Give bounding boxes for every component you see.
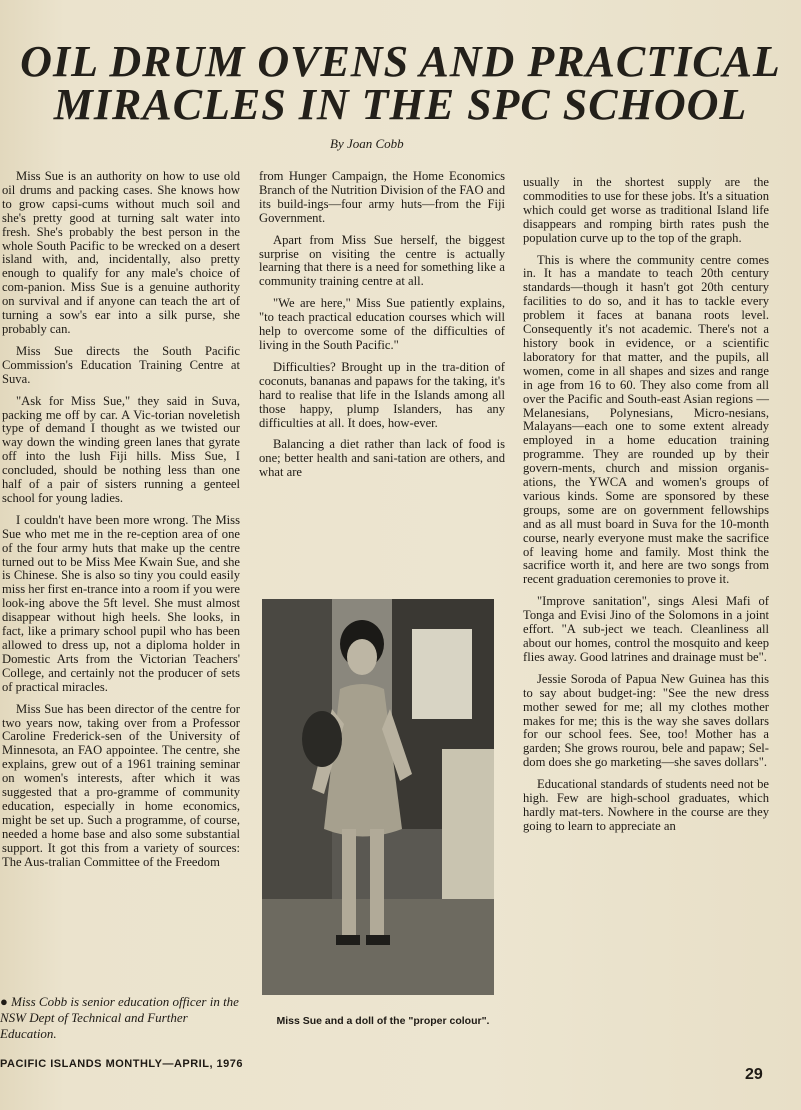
paragraph: Educational standards of students need not be high. Few are high-school graduates, which hardly mat-ters. Nowhere in the course are they going to learn to appreciate an — [523, 777, 769, 833]
photo-caption: Miss Sue and a doll of the "proper colour". — [276, 1015, 490, 1027]
paragraph: from Hunger Campaign, the Home Economics Branch of the Nutrition Division of the FAO and its build-ings—four army huts—from the Fiji Government. — [259, 169, 505, 225]
paragraph: This is where the community centre comes in. It has a mandate to teach 20th century standards—though it hasn't got 20th century facilities to do so, and it has to tackle every problem it faces at banana roots level. Consequently it's not academic. There's not a history book in evidence, or a scientific laboratory for that matter, and the pupils, all women, come in all shapes and sizes and range in age from 16 to 60. They also come from all over the Pacific and South-east Asian regions —Melanesians, Polynesians, Micro-nesians, Malayans—each one to some extent already employed in a home education training programme. They are rounded up by their govern-ments, church and mission organis-ations, the YWCA and women's groups of various kinds. Some are sponsored by these groups, some are on government fellowships and as all must board in Suva for the 10-month course, nearly everyone must make the sacrifice of leaving home and family. Most think the sacrifice worth it, and here are two songs from recent graduation ceremonies to prove it. — [523, 252, 769, 587]
paragraph: Jessie Soroda of Papua New Guinea has this to say about budget-ing: "See the new dress mother sewed for me; all my clothes mother makes for me; this is the way she saves dollars for our school fees. See, too! Mother has a garden; She grows rourou, bele and papaw; Sel-dom does she go marketing—she saves dollars". — [523, 671, 769, 770]
photo-miss-sue-with-doll — [262, 599, 494, 995]
paragraph: Apart from Miss Sue herself, the biggest surprise on visiting the centre is actually learning that there is a need for something like a community training centre at all. — [259, 232, 505, 289]
paragraph: "We are here," Miss Sue patiently explains, "to teach practical education courses which will help to overcome some of the difficulties of living in the South Pacific." — [259, 296, 505, 352]
paragraph: I couldn't have been more wrong. The Miss Sue who met me in the re-ception area of one of the four army huts that make up the centre turned out to be Miss Mee Kwain Sue, and she is Chinese. She is also so tiny you could easily miss her first en-trance into a room if you were look-ing above the 5ft level. She must almost disappear without high heels. She looks, in fact, like a primary school pupil who has been allowed to dress up, not a diploma holder in Domestic Arts from the Victorian Teachers' College, and certainly not the producer of sets of practical miracles. — [2, 512, 240, 694]
author-note — [0, 994, 240, 1042]
paragraph: Difficulties? Brought up in the tra-dition of coconuts, bananas and papaws for the taking, it's hard to realise that life in the Islands among all those happy, plump Islanders, has any difficulties at all. It does, how-ever. — [259, 359, 505, 430]
paragraph: Miss Sue has been director of the centre for two years now, taking over from a Professor Caroline Frederick-sen of the University of Minnesota, an FAO appointee. The centre, she explains, grew out of a 1961 training seminar on women's interests, after which it was suggested that a pro-gramme of community education, especially in home economics, might be set up. Such a programme, of course, needed a home base and also some substantial support. It got this from a variety of sources: The Aus-tralian Committee of the Freedom — [2, 701, 240, 869]
paragraph: "Improve sanitation", sings Alesi Mafi of Tonga and Evisi Jino of the Solomons in a joint effort. "A sub-ject we teach. Cleanliness all about our homes, control the mosquito and keep flies away. Good latrines and drainage must be". — [523, 594, 769, 664]
article-column-1 — [0, 170, 240, 878]
paragraph: usually in the shortest supply are the commodities to use for these jobs. It's a situation which could get worse as traditional Island life disappears and romping birth rates push the population curve up to the top of the graph. — [523, 175, 769, 245]
paragraph: Balancing a diet rather than lack of food is one; better health and sani-tation are others, and what are — [259, 437, 505, 480]
paragraph: Miss Sue is an authority on how to use old oil drums and packing cases. She knows how to grow capsi-cums without much soil and she's pretty good at turning salt water into fresh. She's probably the best person in the whole South Pacific to be wrecked on a desert island with, and, incidentally, also pretty enough to qualify for any male's choice of com-panion. Miss Sue is a genuine authority on survival and if anyone can teach the art of turning a sow's ear into a silk purse, she probably can. — [2, 169, 240, 336]
byline: By Joan Cobb — [330, 136, 404, 151]
headline-line-1: OIL DRUM OVENS AND PRACTICAL — [20, 37, 781, 86]
article-column-2 — [259, 170, 505, 488]
paragraph: Miss Sue directs the South Pacific Commission's Education Training Centre at Suva. — [2, 343, 240, 386]
page-number: 29 — [745, 1066, 763, 1083]
paragraph: "Ask for Miss Sue," they said in Suva, packing me off by car. A Vic-torian noveletish type of demand I thought as we twisted our way down the winding green lanes that gyrate off into the lush Fiji hills. Miss Sue, I concluded, should be nothing less than one half of a pair of sisters running a genteel school for young ladies. — [2, 393, 240, 505]
headline-line-2: MIRACLES IN THE SPC SCHOOL — [53, 80, 748, 129]
article-column-3 — [523, 176, 769, 842]
author-note-text: Miss Cobb is senior education officer in the NSW Dept of Technical and Further Education. — [0, 994, 239, 1041]
bullet-icon: ● — [0, 994, 8, 1009]
page-footer: PACIFIC ISLANDS MONTHLY—APRIL, 1976 — [0, 1058, 244, 1070]
